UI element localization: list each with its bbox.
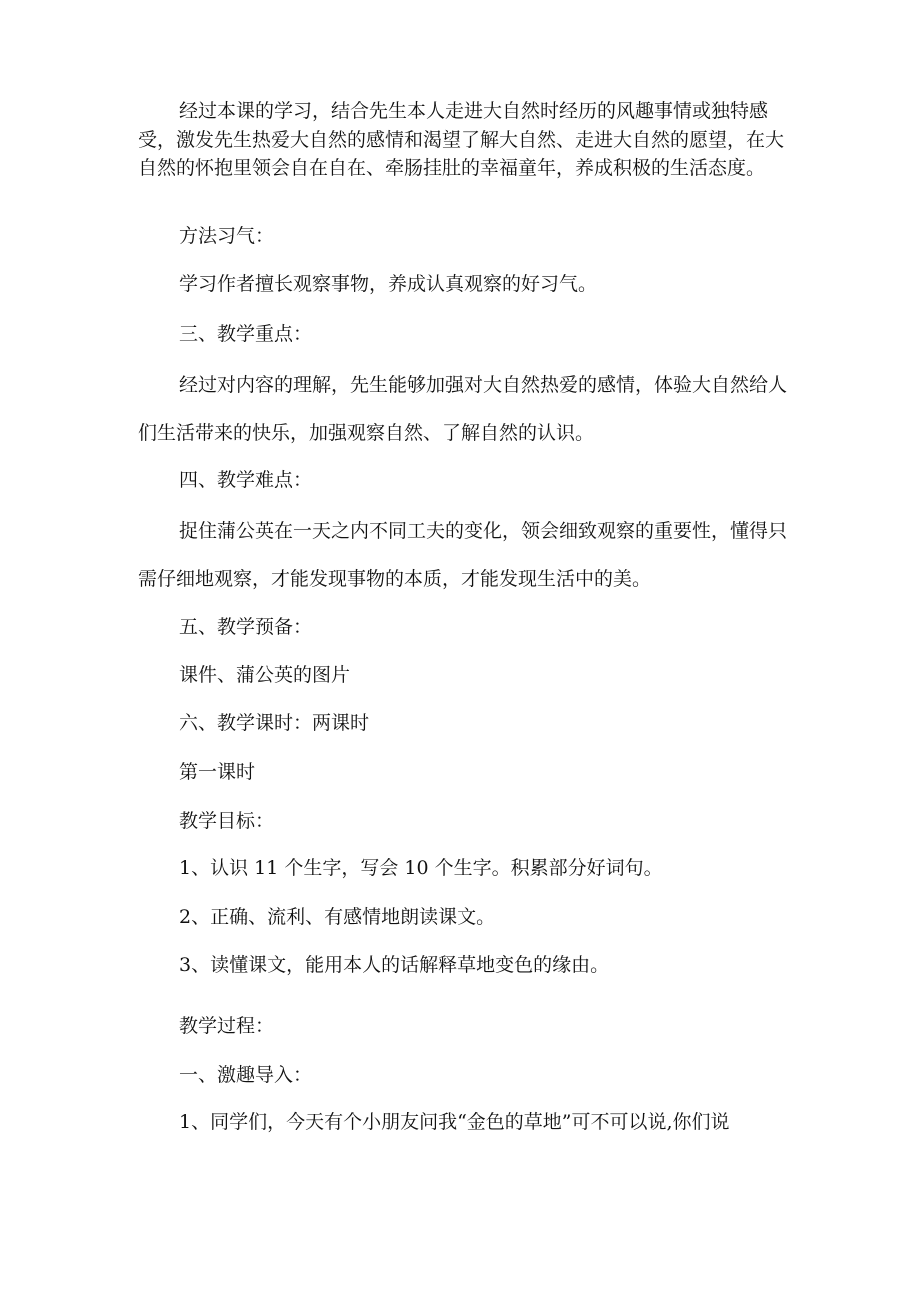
paragraph-intro-question: 1、同学们，今天有个小朋友问我“金色的草地”可不可以说,你们说 [179,1111,730,1133]
heading-teaching-process: 教学过程： [179,1015,275,1037]
paragraph-goal: 经过本课的学习，结合先生本人走进大自然时经历的风趣事情或独特感受，激发先生热爱大自然的感情和渴望了解大自然、走进大自然的愿望，在大自然的怀抱里领会自在自在、牵肠挂肚的幸福童年，养成积极的生活态度。 [138,100,785,179]
heading-teaching-preparation: 五、教学预备： [179,616,313,638]
heading-class-hours: 六、教学课时：两课时 [179,712,370,734]
paragraph-teaching-focus: 经过对内容的理解，先生能够加强对大自然热爱的感情，体验大自然给人们生活带来的快乐，加强观察自然、了解自然的认识。 [138,374,788,444]
objective-item-2: 2、正确、流利、有感情地朗读课文。 [179,906,496,928]
objective-item-3: 3、读懂课文，能用本人的话解释草地变色的缘由。 [179,954,610,976]
paragraph-teaching-preparation: 课件、蒲公英的图片 [179,664,351,686]
heading-method-habit: 方法习气： [179,225,275,247]
heading-first-lesson: 第一课时 [179,761,256,783]
heading-teaching-focus: 三、教学重点： [179,323,313,345]
heading-teaching-objectives: 教学目标： [179,810,275,832]
paragraph-method-habit: 学习作者擅长观察事物，养成认真观察的好习气。 [179,273,598,295]
heading-intro-section: 一、激趣导入： [179,1064,313,1086]
paragraph-teaching-difficulty: 捉住蒲公英在一天之内不同工夫的变化，领会细致观察的重要性，懂得只需仔细地观察，才能发现事物的本质，才能发现生活中的美。 [138,520,788,590]
heading-teaching-difficulty: 四、教学难点： [179,469,313,491]
objective-item-1: 1、认识 11 个生字，写会 10 个生字。积累部分好词句。 [179,857,663,879]
